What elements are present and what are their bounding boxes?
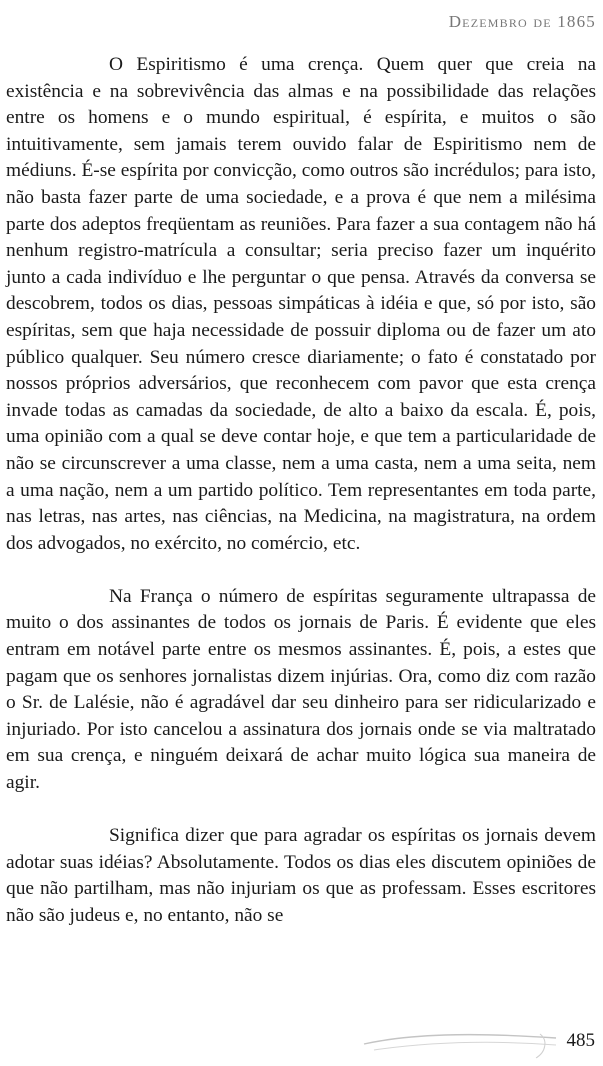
paragraph-1: O Espiritismo é uma crença. Quem quer que creia na existência e na sobrevivência das almas e na possibilidade das relações entre os homens e o mundo espiritual, é espírita, e muitos o são intuitivamente, sem jamais terem ouvido falar de Espiritismo nem de médiuns. É-se espírita por convicção, como outros são incrédulos; para isto, não basta fazer parte de uma sociedade, e a prova é que nem a milésima parte dos adeptos freqüentam as reuniões. Para fazer a sua contagem não há nenhum registro-matrícula a consultar; seria preciso fazer um inquérito junto a cada indivíduo e lhe perguntar o que pensa. Através da conversa se descobrem, todos os dias, pessoas simpáticas à idéia e que, só por isto, são espíritas, sem que haja necessidade de possuir diploma ou de fazer um ato público qualquer. Seu número cresce diariamente; o fato é constatado por nossos próprios adversários, que reconhecem com pavor que esta crença invade todas as camadas da sociedade, de alto a baixo da escala. É, pois, uma opinião com a qual se deve contar hoje, e que tem a particularidade de não se circunscrever a uma classe, nem a uma casta, nem a uma seita, nem a uma nação, nem a um partido político. Tem representantes em toda parte, nas letras, nas artes, nas ciências, na Medicina, na magistratura, na ordem dos advogados, no exército, no comércio, etc. <box>6 54 596 554</box>
running-header: Dezembro de 1865 <box>448 12 596 31</box>
paragraph-2: Na França o número de espíritas seguramente ultrapassa de muito o dos assinantes de todos os jornais de Paris. É evidente que eles entram em notável parte entre os mesmos assinantes. É, pois, a estes que pagam que os senhores jornalistas dizem injúrias. Ora, como diz com razão o Sr. de Lalésie, não é agradável dar seu dinheiro para ser ridicularizado e injuriado. Por isto cancelou a assinatura dos jornais onde se via maltratado em sua crença, e ninguém deixará de achar muito lógica sua maneira de agir. <box>6 585 596 794</box>
body-text <box>6 52 596 930</box>
folio-swash-ornament <box>360 1026 560 1066</box>
page-number: 485 <box>566 1030 595 1051</box>
paragraph-3: Significa dizer que para agradar os espíritas os jornais devem adotar suas idéias? Absolutamente. Todos os dias eles discutem opiniões de que não partilham, mas não injuriam os que as professam. Esses escritores não são judeus e, no entanto, não se <box>6 825 596 926</box>
